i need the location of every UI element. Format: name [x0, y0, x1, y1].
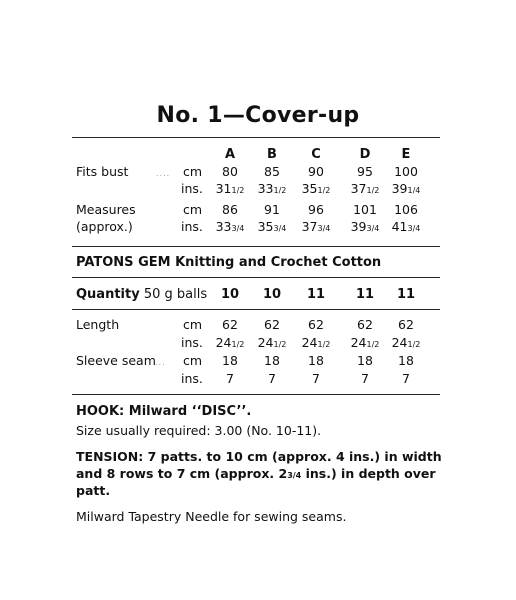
- measures-ins-value-whole: 41: [391, 219, 408, 234]
- measures-cm-value: 106: [394, 202, 418, 217]
- sleeve-seam-ins-value: 7: [402, 371, 410, 386]
- measures-ins-value-whole: 33: [215, 219, 232, 234]
- tension-line-2-start: and 8 rows to 7 cm (approx. 2: [76, 466, 288, 481]
- length-ins-value: [296, 336, 336, 352]
- measures-label: Measures: [76, 202, 136, 217]
- sleeve-seam-leader: ...: [155, 358, 166, 367]
- fits-bust-leader: ....: [156, 169, 171, 178]
- tension-line-2-end: ins.) in depth over: [301, 466, 436, 481]
- fits-bust-ins-value: [386, 182, 426, 198]
- sleeve-seam-cm-value: 18: [398, 353, 414, 368]
- length-cm-value: 62: [398, 317, 414, 332]
- measures-ins-value-whole: 39: [350, 219, 367, 234]
- length-ins-value-fraction: 1/2: [317, 340, 331, 349]
- length-ins-value: [345, 336, 385, 352]
- fits-bust-ins-value: [345, 182, 385, 198]
- needle-text: Milward Tapestry Needle for sewing seams.: [76, 509, 347, 524]
- sleeve-seam-ins-unit: ins.: [181, 371, 203, 386]
- hook-size-text: Size usually required: 3.00 (No. 10-11).: [76, 423, 322, 438]
- length-ins-value-fraction: 1/2: [407, 340, 421, 349]
- fits-bust-ins-value-whole: 33: [257, 181, 274, 196]
- sleeve-seam-ins-value: 7: [312, 371, 320, 386]
- length-ins-value: [210, 336, 250, 352]
- length-cm-unit: cm: [183, 317, 203, 332]
- size-header-3: D: [359, 147, 371, 162]
- measures-ins-value-whole: 37: [301, 219, 318, 234]
- length-ins-value-fraction: 1/2: [366, 340, 380, 349]
- fits-bust-ins-value-fraction: 1/4: [407, 186, 421, 195]
- fits-bust-cm-value: 100: [394, 164, 418, 179]
- fits-bust-ins-value-fraction: 1/2: [317, 186, 331, 195]
- sleeve-seam-cm-value: 18: [222, 353, 238, 368]
- quantity-unit: 50 g balls: [143, 287, 208, 302]
- sleeve-seam-cm-unit: cm: [183, 353, 203, 368]
- tension-line-1: TENSION: 7 patts. to 10 cm (approx. 4 ins.) in width: [76, 449, 442, 464]
- length-cm-value: 62: [222, 317, 238, 332]
- length-cm-value: 62: [308, 317, 324, 332]
- fits-bust-ins-value-whole: 37: [350, 181, 367, 196]
- measures-ins-value-fraction: 3/4: [273, 224, 287, 233]
- fits-bust-ins-unit: ins.: [181, 181, 203, 196]
- size-header-1: B: [267, 147, 277, 162]
- measures-ins-unit: ins.: [181, 219, 203, 234]
- size-header-4: E: [401, 147, 411, 162]
- sleeve-seam-ins-value: 7: [226, 371, 234, 386]
- measures-cm-value: 96: [308, 202, 324, 217]
- quantity-value: 10: [220, 287, 240, 302]
- fits-bust-ins-value-whole: 39: [391, 181, 408, 196]
- sleeve-seam-label: Sleeve seam: [76, 353, 156, 368]
- measures-cm-value: 91: [264, 202, 280, 217]
- measures-ins-value-fraction: 3/4: [231, 224, 245, 233]
- section-rule-1: [72, 246, 440, 247]
- measures-ins-value: [252, 220, 292, 236]
- fits-bust-ins-value: [252, 182, 292, 198]
- quantity-value: 11: [355, 287, 375, 302]
- length-ins-value-fraction: 1/2: [273, 340, 287, 349]
- length-cm-value: 62: [264, 317, 280, 332]
- hook-heading: HOOK: Milward ‘‘DISC’’.: [76, 404, 252, 419]
- measures-cm-value: 86: [222, 202, 238, 217]
- tension-fraction: 3/4: [287, 471, 302, 480]
- tension-line-3: patt.: [76, 483, 111, 498]
- sleeve-seam-cm-value: 18: [357, 353, 373, 368]
- title-rule: [72, 137, 440, 138]
- length-label: Length: [76, 317, 120, 332]
- length-ins-value-whole: 24: [350, 335, 367, 350]
- measures-cm-unit: cm: [183, 202, 203, 217]
- length-ins-value-whole: 24: [301, 335, 318, 350]
- size-header-0: A: [224, 147, 236, 162]
- length-ins-value: [386, 336, 426, 352]
- measures-ins-value-whole: 35: [257, 219, 274, 234]
- quantity-value: 11: [396, 287, 416, 302]
- measures-ins-value-fraction: 3/4: [407, 224, 421, 233]
- measures-ins-value-fraction: 3/4: [366, 224, 380, 233]
- quantity-value: 10: [262, 287, 282, 302]
- measures-ins-value: [296, 220, 336, 236]
- length-ins-value-whole: 24: [215, 335, 232, 350]
- fits-bust-ins-value: [210, 182, 250, 198]
- measures-ins-value-fraction: 3/4: [317, 224, 331, 233]
- measures-approx-label: (approx.): [76, 219, 133, 234]
- fits-bust-label: Fits bust: [76, 164, 129, 179]
- size-header-2: C: [311, 147, 321, 162]
- pattern-title: No. 1—Cover-up: [156, 103, 360, 128]
- section-rule-2: [72, 277, 440, 278]
- length-ins-value: [252, 336, 292, 352]
- sleeve-seam-ins-value: 7: [268, 371, 276, 386]
- measures-ins-value: [345, 220, 385, 236]
- fits-bust-ins-value-fraction: 1/2: [366, 186, 380, 195]
- fits-bust-cm-value: 95: [357, 164, 373, 179]
- fits-bust-cm-value: 90: [308, 164, 324, 179]
- measures-cm-value: 101: [353, 202, 377, 217]
- quantity-label-group: [76, 288, 207, 302]
- section-rule-4: [72, 394, 440, 395]
- length-ins-value-whole: 24: [391, 335, 408, 350]
- measures-ins-value: [386, 220, 426, 236]
- sleeve-seam-ins-value: 7: [361, 371, 369, 386]
- quantity-label: Quantity: [76, 287, 140, 302]
- length-ins-unit: ins.: [181, 335, 203, 350]
- quantity-value: 11: [306, 287, 326, 302]
- length-cm-value: 62: [357, 317, 373, 332]
- fits-bust-ins-value: [296, 182, 336, 198]
- length-ins-value-fraction: 1/2: [231, 340, 245, 349]
- section-rule-3: [72, 309, 440, 310]
- fits-bust-cm-unit: cm: [183, 164, 203, 179]
- yarn-name: PATONS GEM Knitting and Crochet Cotton: [76, 255, 382, 270]
- fits-bust-cm-value: 80: [222, 164, 238, 179]
- sleeve-seam-cm-value: 18: [264, 353, 280, 368]
- fits-bust-ins-value-fraction: 1/2: [273, 186, 287, 195]
- sleeve-seam-cm-value: 18: [308, 353, 324, 368]
- fits-bust-ins-value-whole: 35: [301, 181, 318, 196]
- measures-ins-value: [210, 220, 250, 236]
- fits-bust-ins-value-whole: 31: [215, 181, 232, 196]
- length-ins-value-whole: 24: [257, 335, 274, 350]
- fits-bust-cm-value: 85: [264, 164, 280, 179]
- fits-bust-ins-value-fraction: 1/2: [231, 186, 245, 195]
